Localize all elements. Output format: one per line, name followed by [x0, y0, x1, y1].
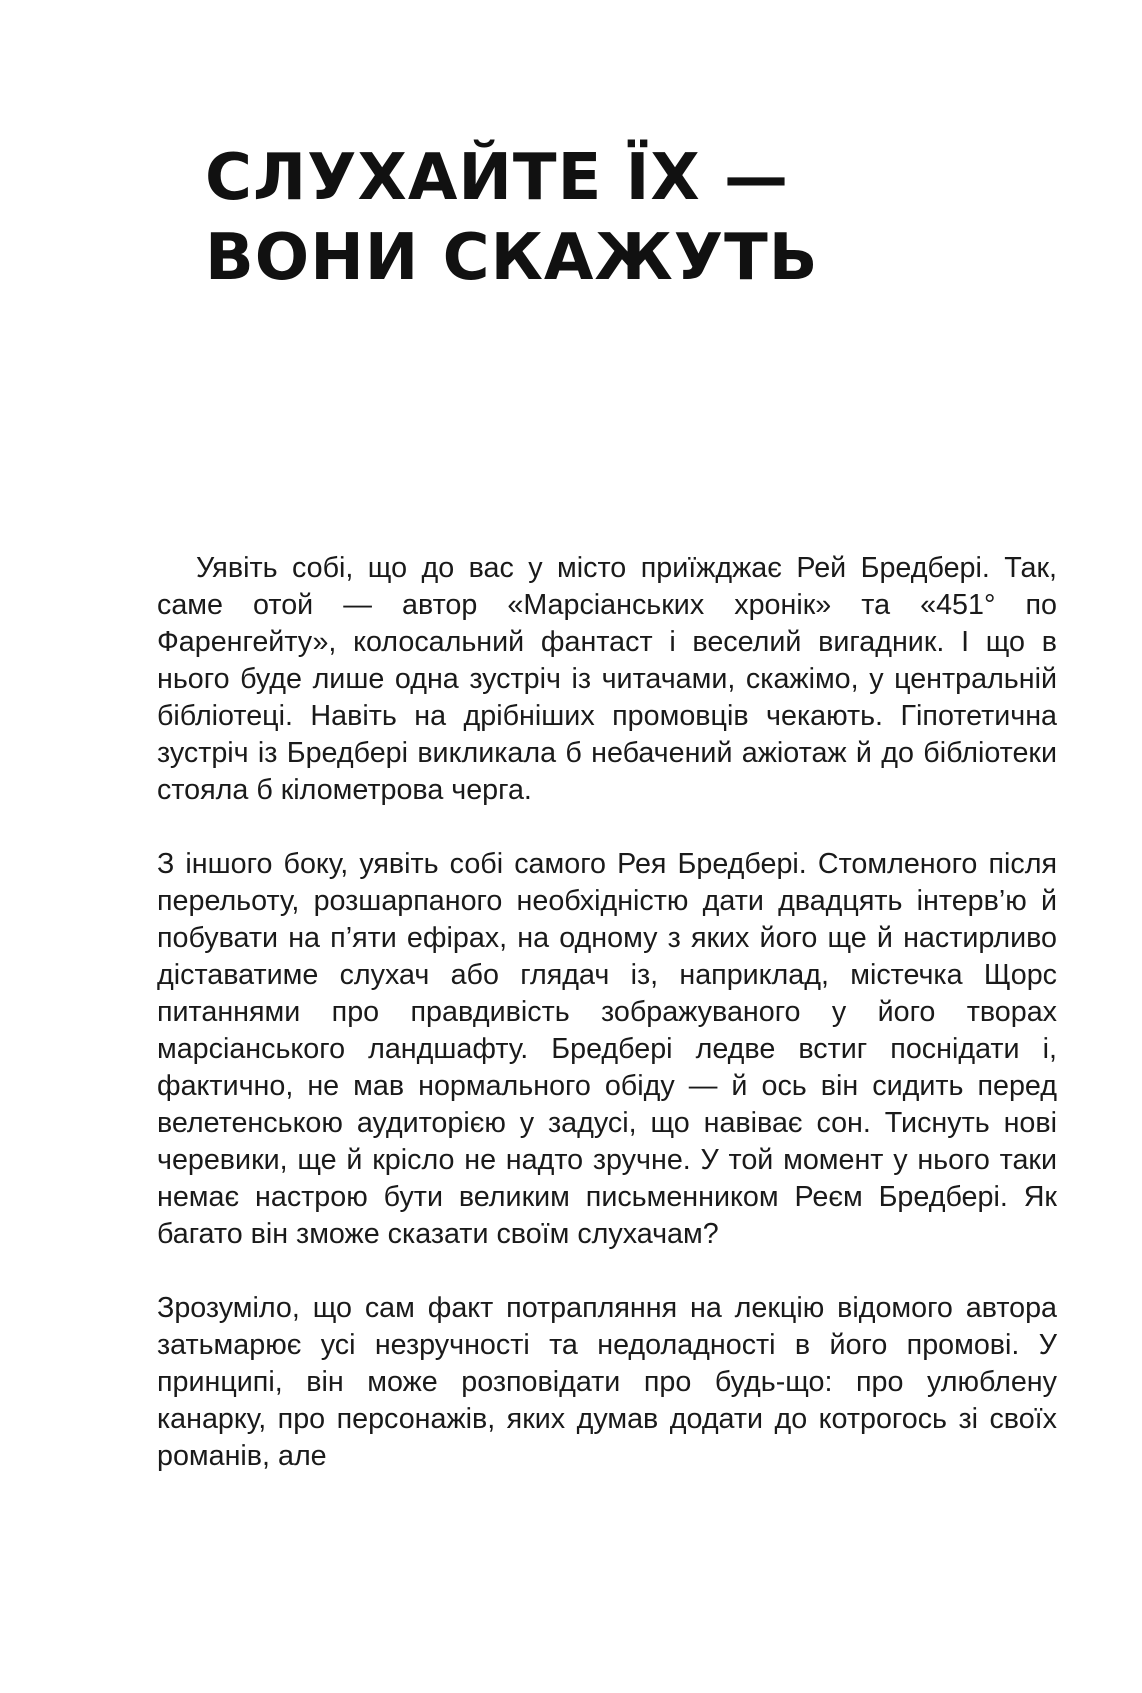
chapter-title-line-1: СЛУХАЙТЕ ЇХ —: [205, 141, 789, 215]
paragraph-3: Зрозуміло, що сам факт потрапляння на лекцію відомого автора затьмарює усі незручності та недоладності в його промові. У принципі, він може розповідати про будь-що: про улюблену канарку, про персонажів, яких думав додати до котрогось зі своїх романів, але: [157, 1292, 1057, 1472]
chapter-title-line-2: ВОНИ СКАЖУТЬ: [205, 221, 819, 295]
paragraph-1: Уявіть собі, що до вас у місто приїжджає Рей Бредбері. Так, саме отой — автор «Марсіанських хронік» та «451° по Фаренгейту», колосальний фантаст і веселий вигадник. І що в нього буде лише одна зустріч із читачами, скажімо, у центральній бібліотеці. Навіть на дрібніших промовців чекають. Гіпотетична зустріч із Бредбері викликала б небачений ажіотаж й до бібліотеки стояла б кілометрова черга.: [157, 552, 1057, 806]
paragraph-2: З іншого боку, уявіть собі самого Рея Бредбері. Стомленого після перельоту, розшарпаного необхідністю дати двадцять інтерв’ю й побувати на п’яти ефірах, на одному з яких його ще й настирливо діставатиме слухач або глядач із, наприклад, містечка Щорс питаннями про правдивість зображуваного у його творах марсіанського ландшафту. Бредбері ледве встиг поснідати і, фактично, не мав нормального обіду — й ось він сидить перед велетенською аудиторією у задусі, що навіває сон. Тиснуть нові черевики, ще й крісло не надто зручне. У той момент у нього таки немає настрою бути великим письменником Реєм Бредбері. Як багато він зможе сказати своїм слухачам?: [157, 848, 1057, 1250]
chapter-title: [205, 138, 965, 298]
body-text: [157, 550, 1057, 1512]
